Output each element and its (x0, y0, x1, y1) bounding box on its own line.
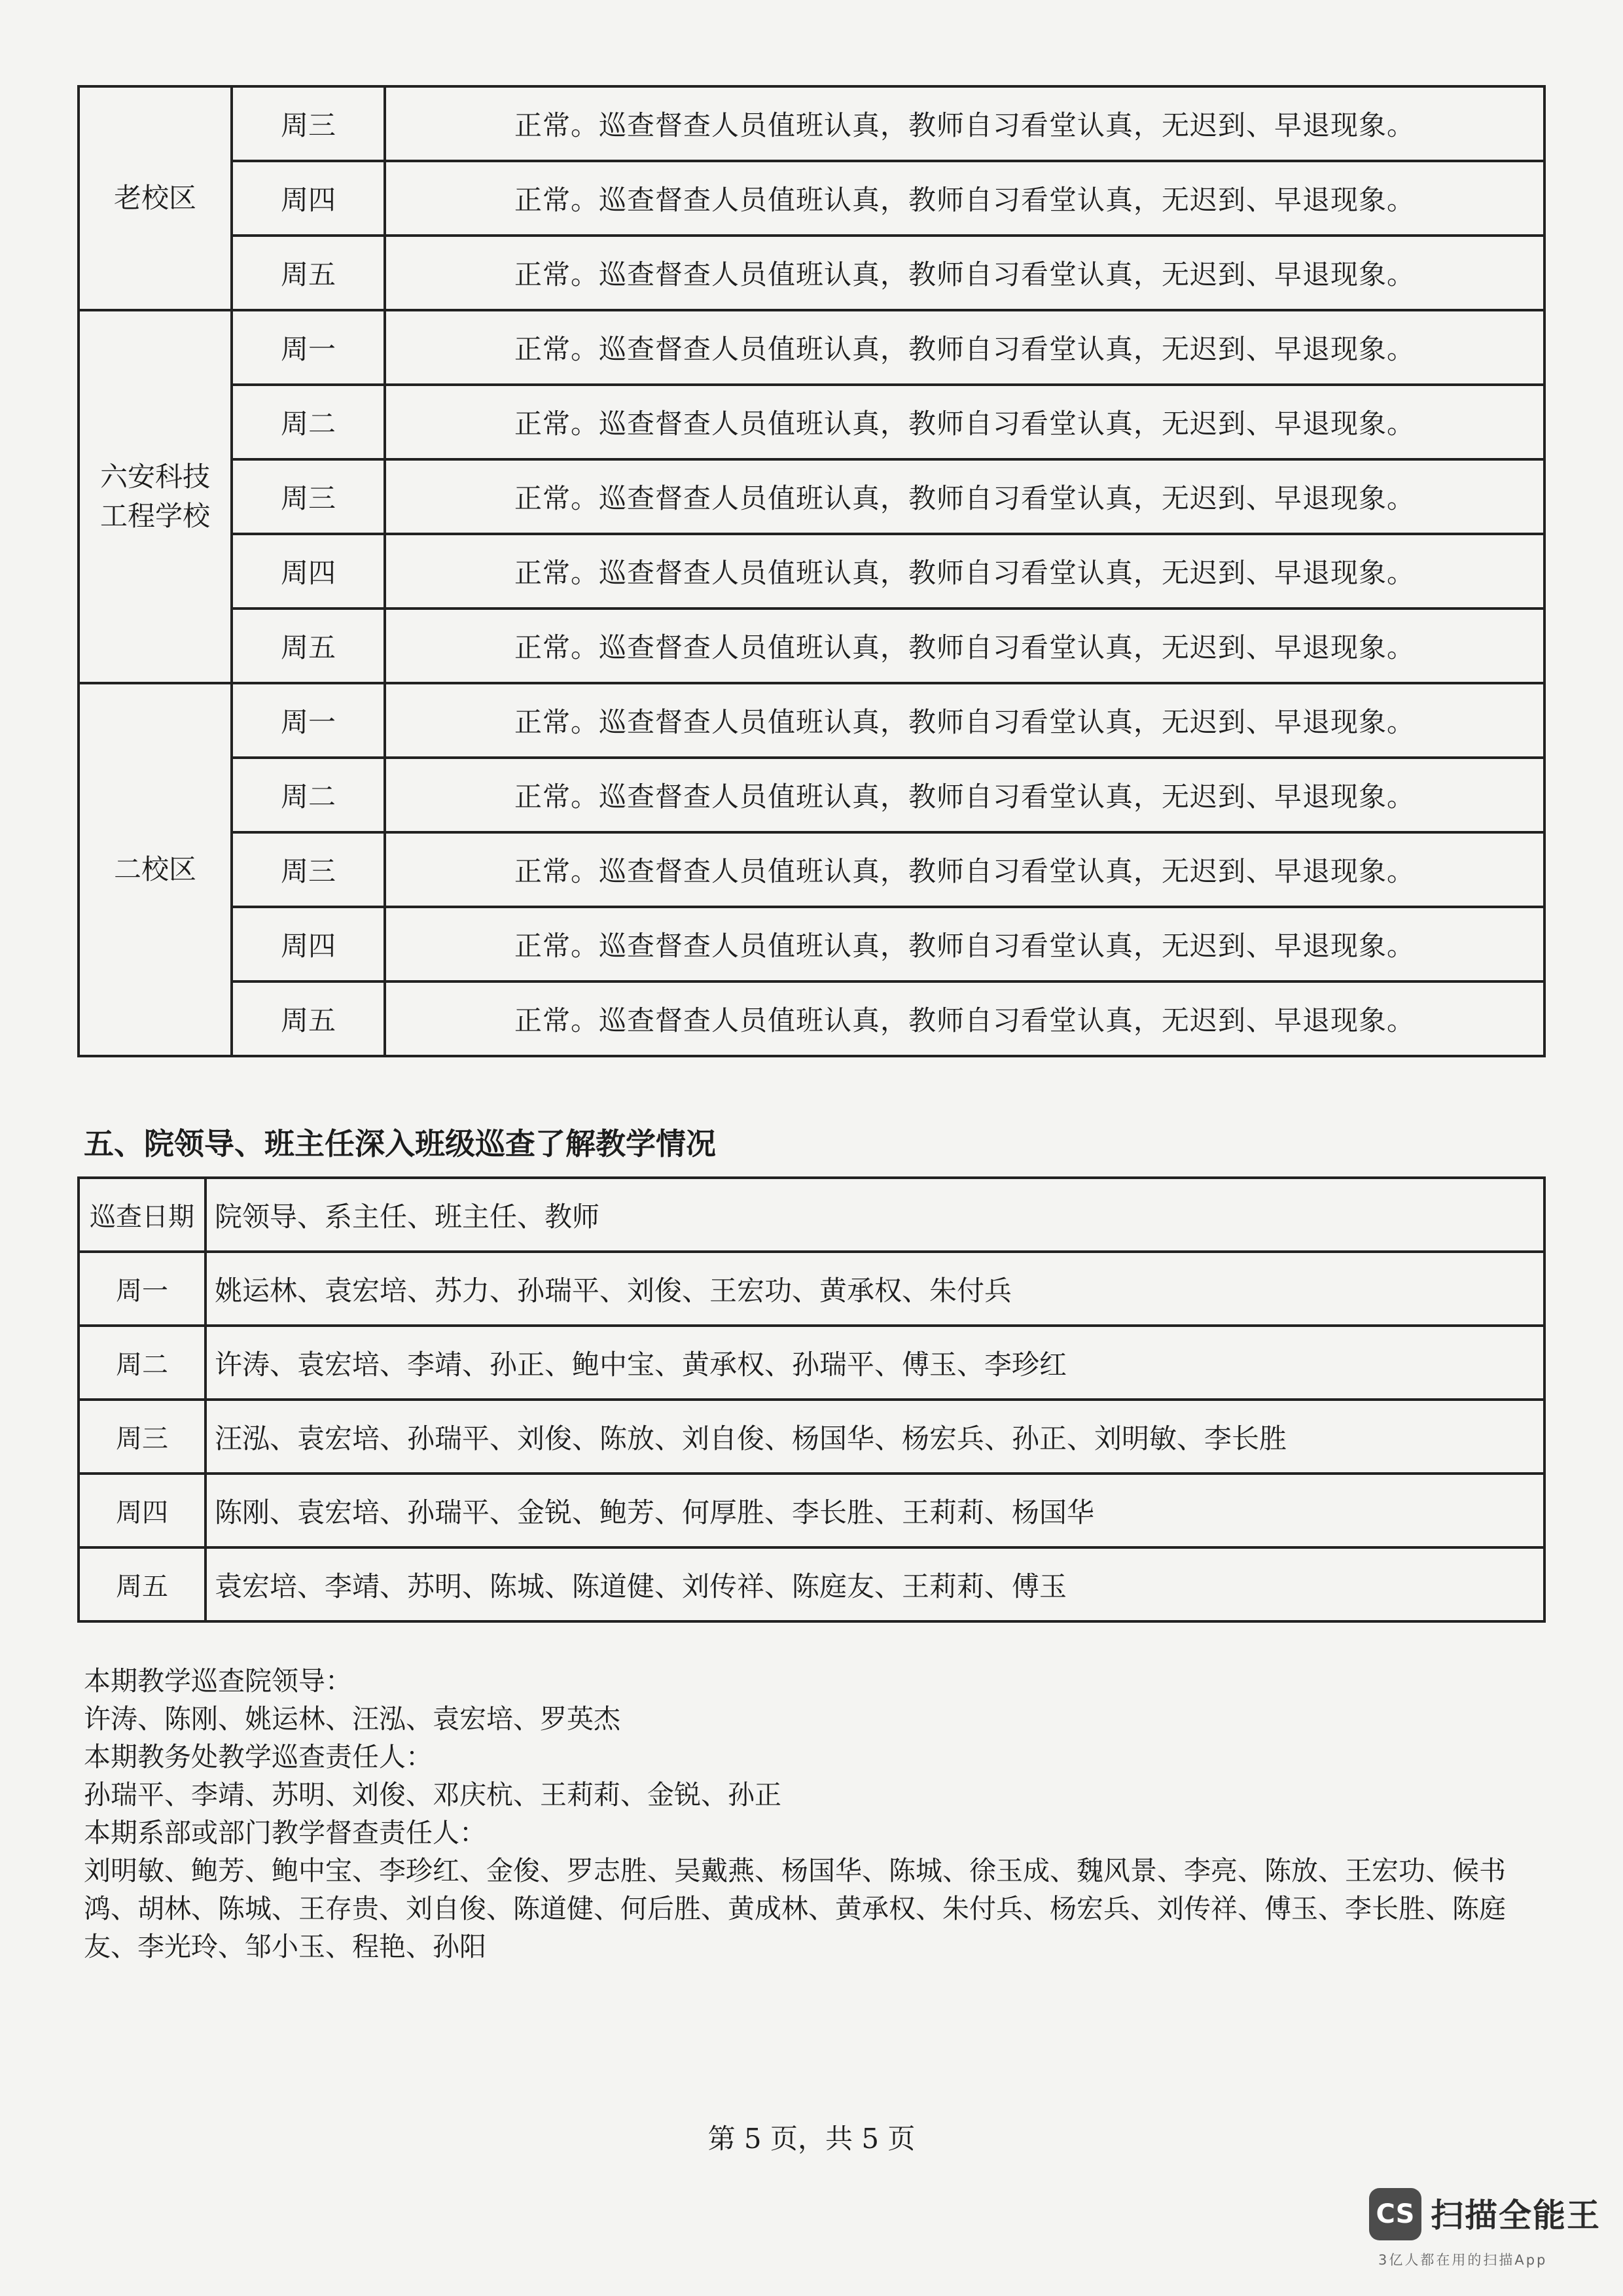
campus-name: 老校区 (79, 86, 232, 310)
status-cell: 正常。巡查督查人员值班认真，教师自习看堂认真，无迟到、早退现象。 (385, 161, 1544, 236)
status-cell: 正常。巡查督查人员值班认真，教师自习看堂认真，无迟到、早退现象。 (385, 534, 1544, 609)
table-row (79, 1326, 1544, 1400)
weekday-cell: 周三 (232, 86, 385, 161)
weekday-cell: 周二 (232, 385, 385, 459)
table-row (79, 1474, 1544, 1547)
weekday-cell: 周三 (232, 459, 385, 534)
weekday-cell: 周四 (232, 907, 385, 981)
dept-list: 刘明敏、鲍芳、鲍中宝、李珍红、金俊、罗志胜、吴戴燕、杨国华、陈城、徐玉成、魏风景、李亮、陈放、王宏功、候书鸿、胡林、陈城、王存贵、刘自俊、陈道健、何后胜、黄成林、黄承权、朱付兵、杨宏兵、刘传祥、傅玉、李长胜、陈庭友、李光玲、邹小玉、程艳、孙阳 (84, 1855, 1506, 1962)
weekday-cell: 周二 (79, 1326, 205, 1400)
weekday-cell: 周四 (232, 161, 385, 236)
leaders-list: 许涛、陈刚、姚运林、汪泓、袁宏培、罗英杰 (84, 1703, 620, 1735)
table-header-row (79, 1178, 1544, 1252)
watermark-tagline: 3亿人都在用的扫描App (1378, 2252, 1548, 2268)
status-cell: 正常。巡查督查人员值班认真，教师自习看堂认真，无迟到、早退现象。 (385, 832, 1544, 907)
weekday-cell: 周五 (232, 609, 385, 683)
campus-name: 六安科技工程学校 (79, 310, 232, 683)
table-row (79, 907, 1544, 981)
people-cell: 姚运林、袁宏培、苏力、孙瑞平、刘俊、王宏功、黄承权、朱付兵 (205, 1252, 1544, 1326)
leaders-label: 本期教学巡查院领导： (84, 1665, 352, 1697)
office-label: 本期教务处教学巡查责任人： (84, 1741, 433, 1773)
table-row (79, 1252, 1544, 1326)
weekday-cell: 周五 (232, 981, 385, 1056)
watermark-brand: 扫描全能王 (1431, 2197, 1601, 2234)
table-row (79, 86, 1544, 161)
people-cell: 袁宏培、李靖、苏明、陈城、陈道健、刘传祥、陈庭友、王莉莉、傅玉 (205, 1547, 1544, 1621)
page-footer: 第 5 页，共 5 页 (707, 2123, 916, 2155)
status-cell: 正常。巡查督查人员值班认真，教师自习看堂认真，无迟到、早退现象。 (385, 459, 1544, 534)
status-cell: 正常。巡查督查人员值班认真，教师自习看堂认真，无迟到、早退现象。 (385, 981, 1544, 1056)
status-cell: 正常。巡查督查人员值班认真，教师自习看堂认真，无迟到、早退现象。 (385, 236, 1544, 310)
table-row (79, 385, 1544, 459)
weekday-cell: 周一 (79, 1252, 205, 1326)
header-date: 巡查日期 (79, 1178, 205, 1252)
table-row (79, 459, 1544, 534)
status-cell: 正常。巡查督查人员值班认真，教师自习看堂认真，无迟到、早退现象。 (385, 609, 1544, 683)
table-row (79, 683, 1544, 758)
table-row (79, 236, 1544, 310)
weekday-cell: 周四 (232, 534, 385, 609)
table-row (79, 609, 1544, 683)
people-cell: 陈刚、袁宏培、孙瑞平、金锐、鲍芳、何厚胜、李长胜、王莉莉、杨国华 (205, 1474, 1544, 1547)
status-cell: 正常。巡查督查人员值班认真，教师自习看堂认真，无迟到、早退现象。 (385, 907, 1544, 981)
table-row (79, 758, 1544, 832)
inspection-table (77, 85, 1546, 1057)
table-row (79, 161, 1544, 236)
table-row (79, 832, 1544, 907)
weekday-cell: 周四 (79, 1474, 205, 1547)
weekday-cell: 周五 (232, 236, 385, 310)
office-list: 孙瑞平、李靖、苏明、刘俊、邓庆杭、王莉莉、金锐、孙正 (84, 1779, 781, 1810)
status-cell: 正常。巡查督查人员值班认真，教师自习看堂认真，无迟到、早退现象。 (385, 758, 1544, 832)
status-cell: 正常。巡查督查人员值班认真，教师自习看堂认真，无迟到、早退现象。 (385, 86, 1544, 161)
section-heading: 五、院领导、班主任深入班级巡查了解教学情况 (84, 1126, 716, 1161)
weekday-cell: 周三 (79, 1400, 205, 1474)
status-cell: 正常。巡查督查人员值班认真，教师自习看堂认真，无迟到、早退现象。 (385, 310, 1544, 385)
table-row (79, 310, 1544, 385)
status-cell: 正常。巡查督查人员值班认真，教师自习看堂认真，无迟到、早退现象。 (385, 385, 1544, 459)
weekday-cell: 周一 (232, 310, 385, 385)
weekday-cell: 周二 (232, 758, 385, 832)
status-cell: 正常。巡查督查人员值班认真，教师自习看堂认真，无迟到、早退现象。 (385, 683, 1544, 758)
dept-label: 本期系部或部门教学督查责任人： (84, 1817, 486, 1848)
table-row (79, 534, 1544, 609)
header-people: 院领导、系主任、班主任、教师 (205, 1178, 1544, 1252)
weekday-cell: 周三 (232, 832, 385, 907)
table-row (79, 981, 1544, 1056)
camscanner-watermark (1368, 2183, 1603, 2274)
leader-inspection-table (77, 1176, 1546, 1623)
campus-name: 二校区 (79, 683, 232, 1056)
people-cell: 许涛、袁宏培、李靖、孙正、鲍中宝、黄承权、孙瑞平、傅玉、李珍红 (205, 1326, 1544, 1400)
people-cell: 汪泓、袁宏培、孙瑞平、刘俊、陈放、刘自俊、杨国华、杨宏兵、孙正、刘明敏、李长胜 (205, 1400, 1544, 1474)
table-row (79, 1547, 1544, 1621)
table-row (79, 1400, 1544, 1474)
weekday-cell: 周一 (232, 683, 385, 758)
notes-block (84, 1662, 1543, 1966)
cs-logo-icon: CS (1369, 2188, 1421, 2240)
weekday-cell: 周五 (79, 1547, 205, 1621)
